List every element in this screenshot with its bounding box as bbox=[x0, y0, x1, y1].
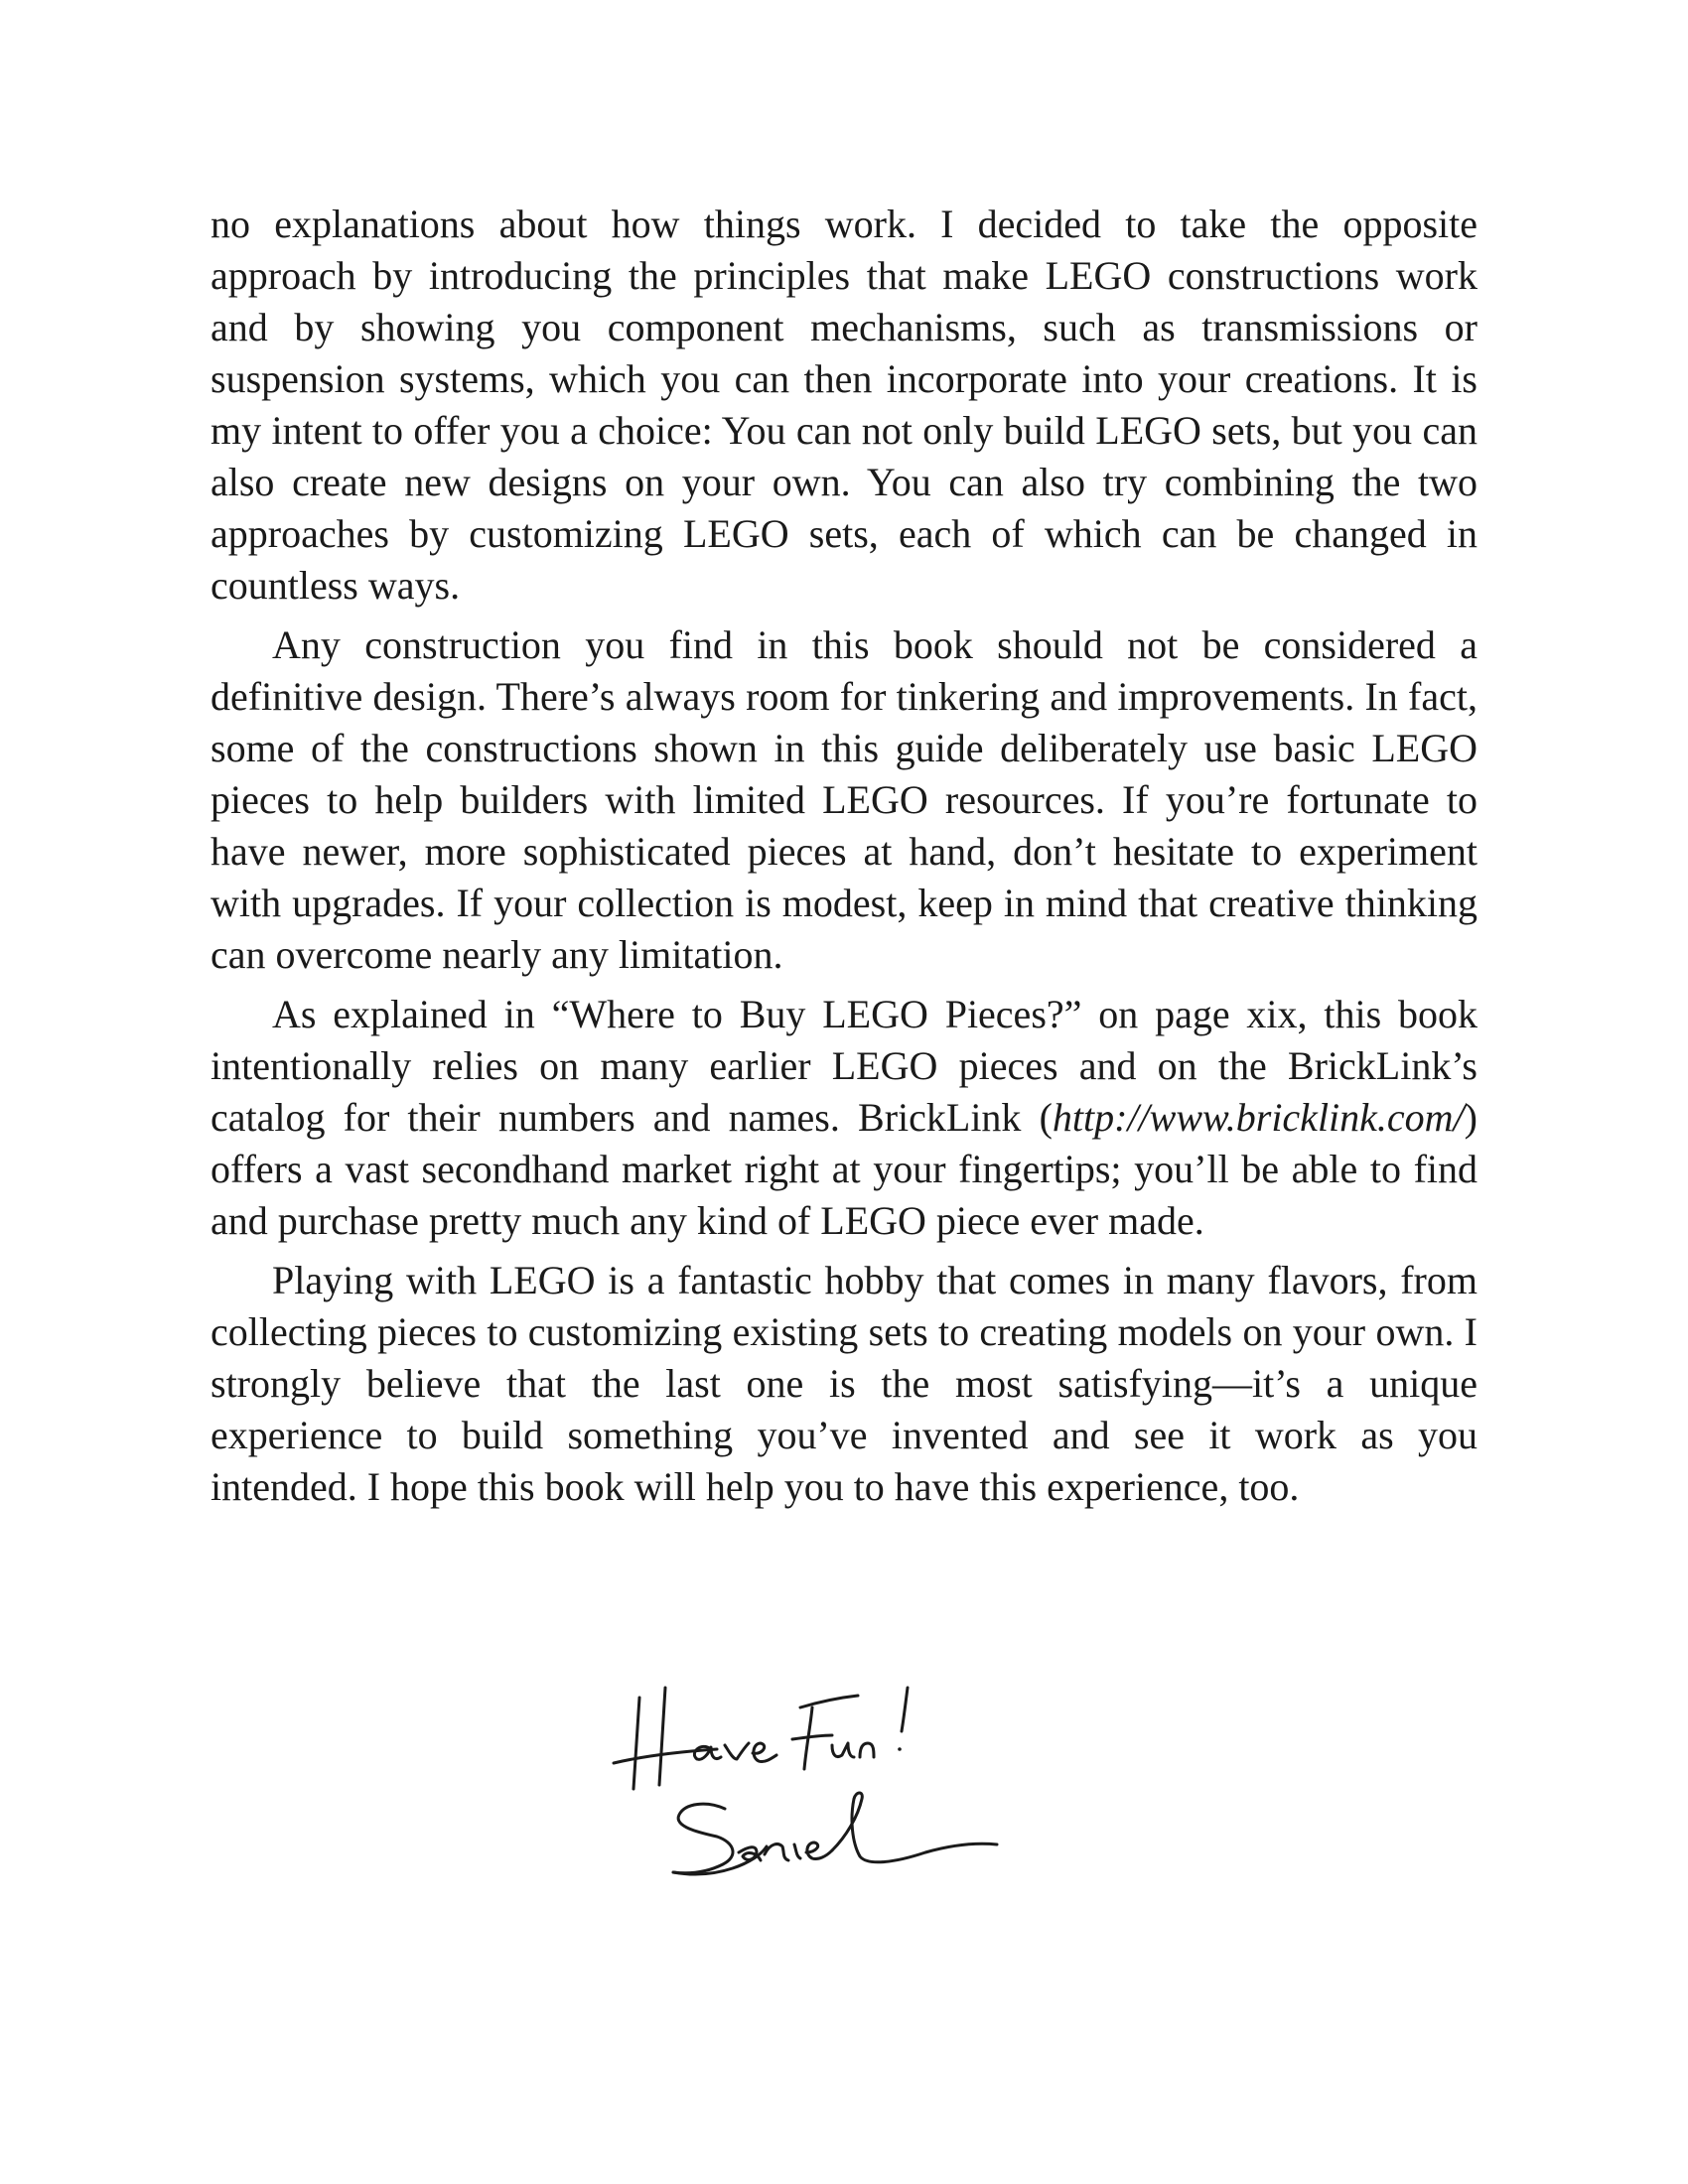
paragraph-3-text-before: As explained in “Where to Buy LEGO Pieces?” on page xix, this book intentionally relies on many earlier LEGO pieces and on the BrickLink’s catalog for their numbers and names. BrickLink ( bbox=[211, 992, 1477, 1140]
page-body bbox=[211, 199, 1477, 1521]
paragraph-2: Any construction you find in this book should not be considered a definitive design. There’s always room for tinkering and improvements. In fact, some of the constructions shown in this guide deliberately use basic LEGO pieces to help builders with limited LEGO resources. If you’re fortunate to have newer, more sophisticated pieces at hand, don’t hesitate to experiment with upgrades. If your collection is modest, keep in mind that creative thinking can overcome nearly any limitation. bbox=[211, 622, 1477, 977]
paragraph-3-text-after: ) offers a vast secondhand market right at your fingertips; you’ll be able to find and purchase pretty much any kind of LEGO piece ever made. bbox=[211, 1095, 1477, 1243]
bricklink-url[interactable]: http://www.bricklink.com/ bbox=[1052, 1095, 1465, 1140]
paragraph-3 bbox=[211, 989, 1477, 1247]
paragraph-4: Playing with LEGO is a fantastic hobby that comes in many flavors, from collecting pieces to customizing existing sets to creating models on your own. I strongly believe that the last one is the most satisfying—it’s a unique experience to build something you’ve invented and see it work as you intended. I hope this book will help you to have this experience, too. bbox=[211, 1258, 1477, 1509]
paragraph-1: no explanations about how things work. I decided to take the opposite approach by introducing the principles that make LEGO constructions work and by showing you component mechanisms, such as transmissions or suspension systems, which you can then incorporate into your creations. It is my intent to offer you a choice: You can not only build LEGO sets, but you can also create new designs on your own. You can also try combining the two approaches by customizing LEGO sets, each of which can be changed in countless ways. bbox=[211, 202, 1477, 608]
handwritten-signature bbox=[608, 1668, 1064, 1906]
